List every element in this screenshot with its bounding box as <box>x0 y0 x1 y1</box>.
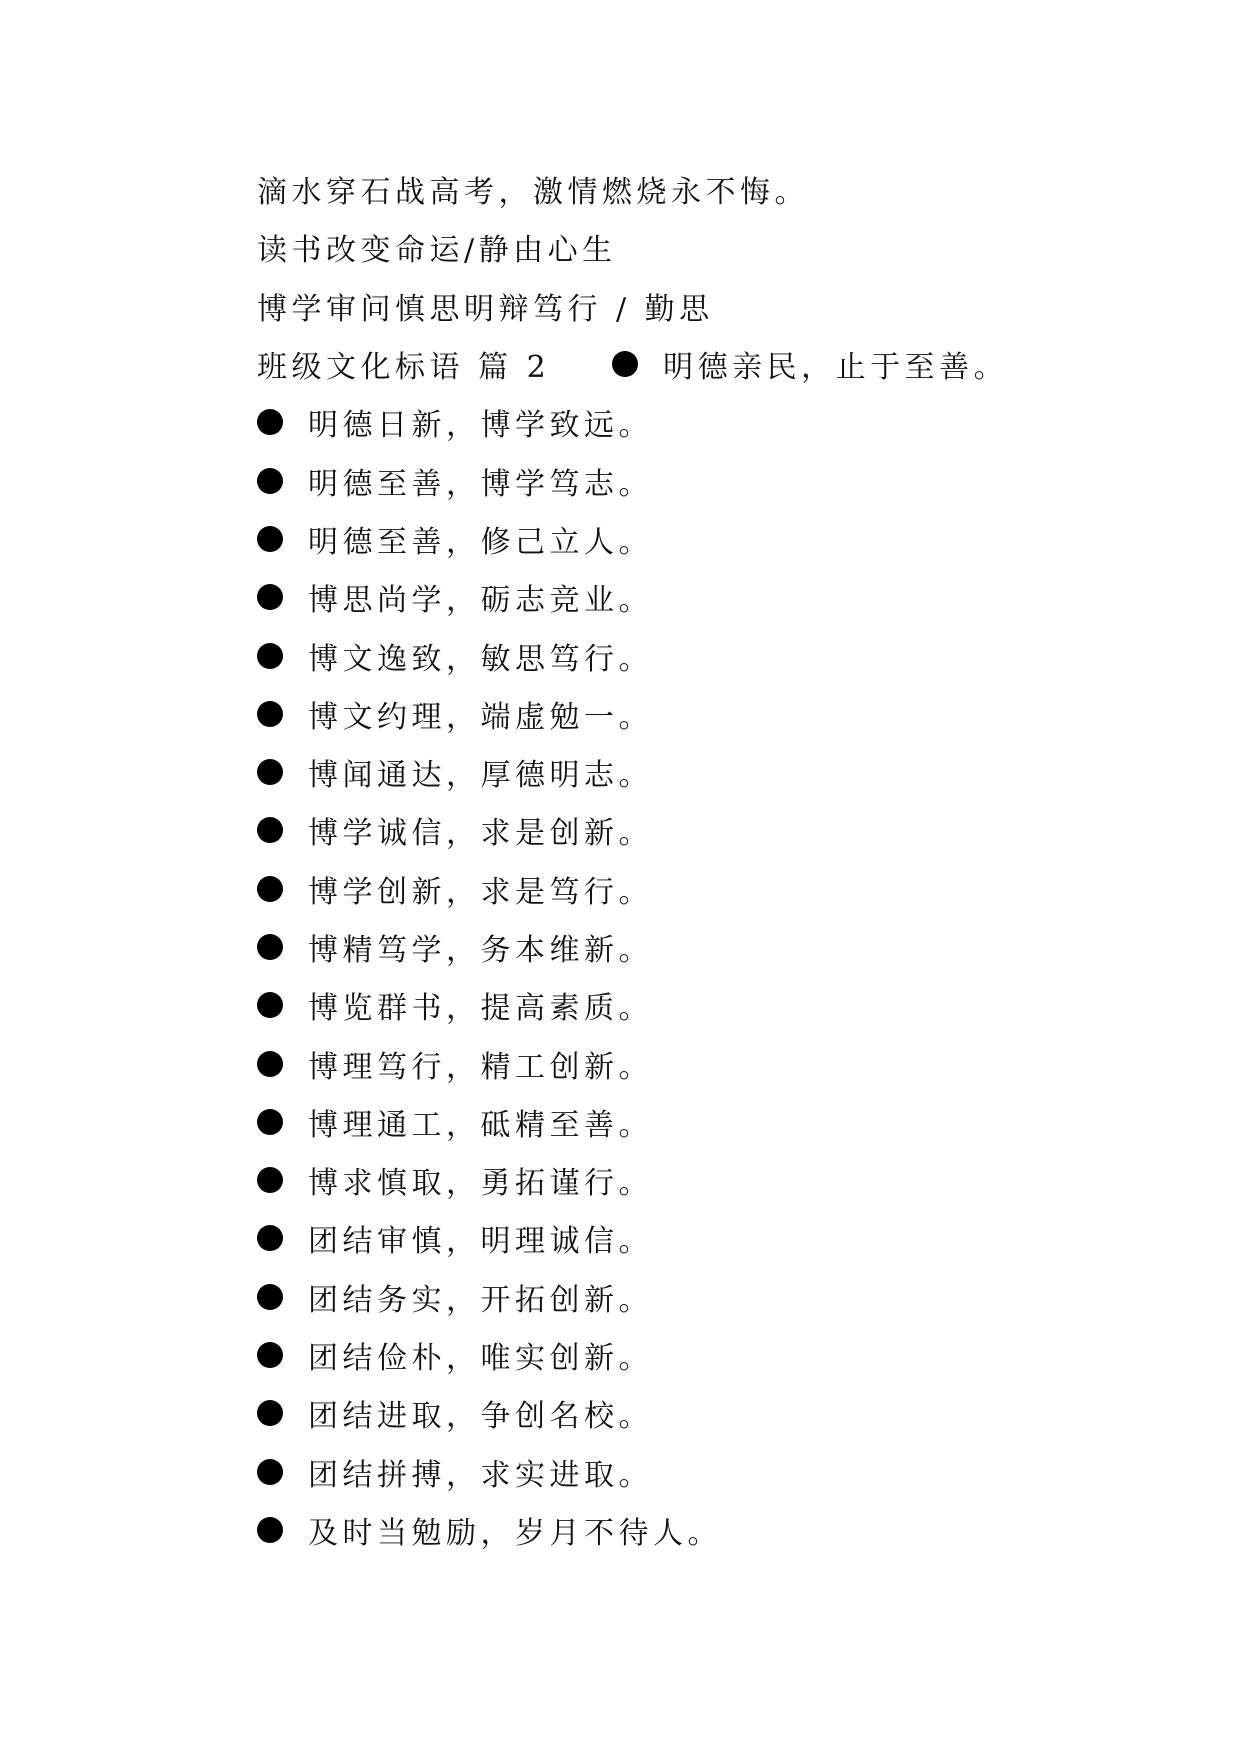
list-item <box>257 1151 1157 1209</box>
list-item <box>257 918 1157 976</box>
list-item <box>257 801 1157 859</box>
slogan-text: 博精笃学，务本维新。 <box>308 933 653 968</box>
list-item <box>257 1209 1157 1267</box>
slogan-text: 博理通工，砥精至善。 <box>308 1107 653 1143</box>
section-heading: 班级文化标语 篇 2 <box>257 350 551 386</box>
slogan-text: 滴水穿石战高考，激情燃烧永不悔。 <box>257 175 809 211</box>
list-item <box>257 393 1157 451</box>
slogan-text: 明德日新，博学致远。 <box>308 408 653 444</box>
slogan-text: 团结进取，争创名校。 <box>308 1399 653 1435</box>
bullet-icon <box>257 992 283 1018</box>
bullet-icon <box>257 409 283 435</box>
list-item <box>257 626 1157 684</box>
slogan-text: 团结俭朴，唯实创新。 <box>308 1341 653 1377</box>
list-item <box>257 1093 1157 1151</box>
bullet-icon <box>257 643 283 669</box>
bullet-icon <box>257 817 283 843</box>
bullet-icon <box>257 1284 283 1310</box>
slogan-text: 明德至善，博学笃志。 <box>308 466 653 502</box>
bullet-icon <box>257 1167 283 1193</box>
slogan-text: 读书改变命运/静由心生 <box>257 233 617 269</box>
list-item <box>257 1384 1157 1442</box>
slogan-text: 博文约理，端虚勉一。 <box>308 699 653 735</box>
list-item <box>257 1443 1157 1501</box>
list-item <box>257 976 1157 1034</box>
bullet-icon <box>257 1225 283 1251</box>
slogan-text: 团结审慎，明理诚信。 <box>308 1224 653 1260</box>
bullet-icon <box>257 1400 283 1426</box>
bullet-icon <box>257 934 283 960</box>
slogan-text: 博学创新，求是笃行。 <box>308 874 653 910</box>
slogan-text: 博文逸致，敏思笃行。 <box>308 641 653 677</box>
list-item <box>257 568 1157 626</box>
slogan-text: 团结务实，开拓创新。 <box>308 1282 653 1318</box>
slogan-text: 博理笃行，精工创新。 <box>308 1049 653 1085</box>
list-item <box>257 1268 1157 1326</box>
slogan-list <box>257 393 1157 1559</box>
slogan-text: 博学诚信，求是创新。 <box>308 816 653 852</box>
section-heading-line <box>257 335 1157 393</box>
bullet-icon <box>257 1051 283 1077</box>
list-item <box>257 1034 1157 1092</box>
bullet-icon <box>257 1109 283 1135</box>
text-line <box>257 218 1157 276</box>
bullet-icon <box>612 351 638 377</box>
slogan-text: 博求慎取，勇拓谨行。 <box>308 1166 653 1202</box>
list-item <box>257 510 1157 568</box>
slogan-text: 博闻通达，厚德明志。 <box>308 758 653 794</box>
slogan-text: 明德亲民，止于至善。 <box>663 350 1009 386</box>
bullet-icon <box>257 1459 283 1485</box>
slogan-text: 博思尚学，砺志竞业。 <box>308 583 653 619</box>
bullet-icon <box>257 759 283 785</box>
slogan-text: 及时当勉励，岁月不待人。 <box>308 1515 722 1551</box>
text-line <box>257 160 1157 218</box>
list-item <box>257 1501 1157 1559</box>
document-body <box>257 160 1157 1559</box>
slogan-text: 明德至善，修己立人。 <box>308 524 653 560</box>
bullet-icon <box>257 526 283 552</box>
bullet-icon <box>257 876 283 902</box>
bullet-icon <box>257 701 283 727</box>
list-item <box>257 1326 1157 1384</box>
slogan-text: 博学审问慎思明辩笃行 / 勤思 <box>257 291 714 327</box>
list-item <box>257 743 1157 801</box>
slogan-text: 博览群书，提高素质。 <box>308 991 653 1027</box>
bullet-icon <box>257 468 283 494</box>
bullet-icon <box>257 584 283 610</box>
list-item <box>257 685 1157 743</box>
text-line <box>257 277 1157 335</box>
list-item <box>257 860 1157 918</box>
list-item <box>257 451 1157 509</box>
bullet-icon <box>257 1517 283 1543</box>
bullet-icon <box>257 1342 283 1368</box>
slogan-text: 团结拼搏，求实进取。 <box>308 1457 653 1493</box>
